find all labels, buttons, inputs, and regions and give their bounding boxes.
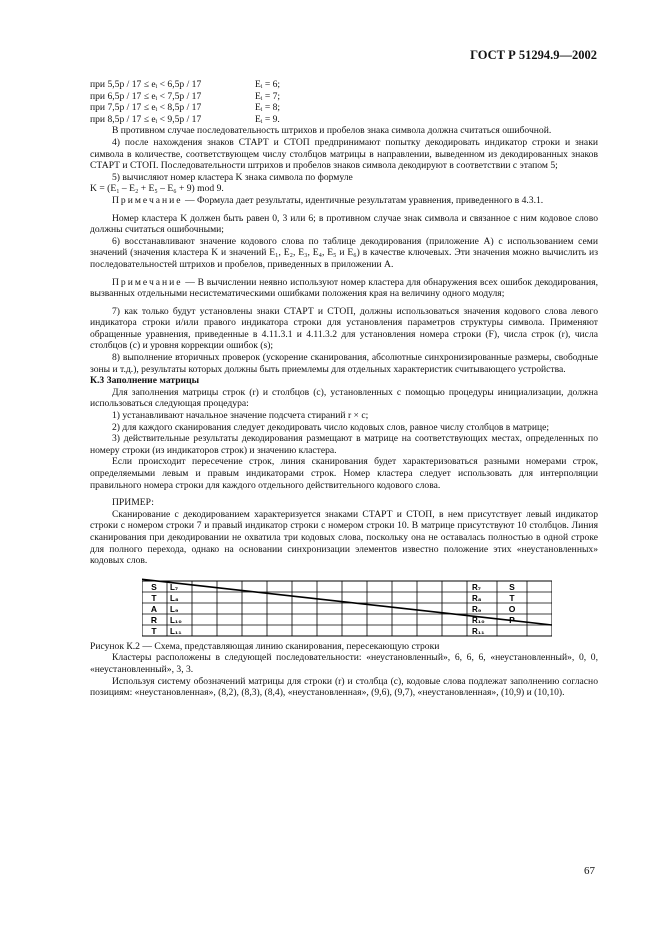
start-letter: A: [150, 603, 158, 614]
paragraph: 2) для каждого сканирования следует декодировать число кодовых слов, равное числу столбцов в матрице;: [112, 421, 550, 433]
formula: K = (E₁ – E₂ + E₅ – E₆ + 9) mod 9.: [90, 183, 224, 195]
right-row-indicator: R₉: [472, 604, 482, 614]
figure-caption: Рисунок К.2 — Схема, представляющая линию сканирования, пересекающую строки: [90, 640, 440, 652]
range-condition: при 6,5p / 17 ≤ eᵢ < 7,5p / 17: [90, 90, 202, 102]
left-row-indicator: L₈: [170, 593, 179, 603]
note-label: Примечание: [112, 276, 183, 288]
start-letter: R: [150, 614, 158, 625]
paragraph: Кластеры расположены в следующей последовательности: «неустановленный», 6, 6, 6, «неустановленный», 0, 0, «неустановленный», 3, 3.: [90, 652, 598, 675]
range-row: [90, 102, 598, 114]
right-row-indicator: R₇: [472, 582, 481, 592]
paragraph: Для заполнения матрицы строк (r) и столбцов (c), установленных с помощью процедуры инициализации, должна использоваться следующая процедура:: [90, 386, 598, 410]
scan-matrix-diagram: [142, 575, 552, 641]
start-letter: T: [151, 625, 157, 636]
range-value: Eᵢ = 8;: [255, 102, 281, 114]
range-value: Eᵢ = 7;: [255, 90, 281, 102]
paragraph: 6) восстанавливают значение кодового слова по таблице декодирования (приложение А) с использованием семи значений (значения кластера K и значений E₁, E₂, E₃, E₄, E₅ и E₆) в качестве ключевых. Эти значения можно вычислить из последовательностей штрихов и пробелов, приведенных в приложении А.: [90, 235, 598, 270]
scan-line: [142, 576, 552, 625]
paragraph: Номер кластера K должен быть равен 0, 3 или 6; в противном случае знак символа и связанное с ним кодовое слово должны считаться ошибочными;: [90, 212, 598, 236]
example-label: ПРИМЕР:: [112, 497, 154, 509]
range-row: [90, 114, 598, 126]
start-letter: S: [151, 581, 157, 592]
right-row-indicator: R₁₁: [472, 626, 485, 636]
section-heading: К.3 Заполнение матрицы: [90, 375, 200, 387]
note: [90, 277, 598, 300]
paragraph: 3) действительные результаты декодирования размещают в матрице на соответствующих местах, определенных по номеру строки (из индикаторов строк) и значению кластера.: [90, 433, 598, 456]
range-condition: при 5,5p / 17 ≤ eᵢ < 6,5p / 17: [90, 79, 202, 90]
note-text: — Формула дает результаты, идентичные результатам уравнения, приведенного в 4.3.1.: [182, 194, 544, 206]
start-letter: T: [151, 592, 157, 603]
note: [90, 195, 598, 207]
page-content: [90, 79, 598, 699]
paragraph: 5) вычисляют номер кластера K знака символа по формуле: [112, 171, 353, 183]
stop-letter: O: [508, 603, 516, 614]
range-condition: при 8,5p / 17 ≤ eᵢ < 9,5p / 17: [90, 113, 202, 125]
range-value: Eᵢ = 6;: [255, 79, 281, 90]
right-row-indicator: R₁₀: [472, 615, 485, 625]
note-label: Примечание: [112, 194, 183, 206]
stop-letter: T: [509, 592, 515, 603]
paragraph: В противном случае последовательность штрихов и пробелов знака символа должна считаться ошибочной.: [112, 125, 552, 137]
range-row: [90, 79, 598, 91]
paragraph: Сканирование с декодированием характеризуется знаками СТАРТ и СТОП, в нем присутствует левый индикатор строки с номером строки 7 и правый индикатор строки с номером строки 10. В матрице присутствуют 10 столбцов. Линия сканирования при декодировании не охватила три кодовых слова, поскольку она не оставалась полностью в одной строке для полного перехода, однако на основании синхронизации элементов известно положение этих «неустановленных» кодовых слов.: [90, 508, 598, 567]
paragraph: Если происходит пересечение строк, линия сканирования будет характеризоваться разными номерами строк, определяемыми левым и правым индикаторами строк. Номер кластера следует использовать для интерполяции правильного номера строки для каждого отдельного действительного кодового слова.: [90, 456, 598, 491]
paragraph: 4) после нахождения знаков СТАРТ и СТОП предпринимают попытку декодировать индикатор строки и знаки символа в количестве, соответствующем числу столбцов матрицы в направлении, выведенном из декодированных знаков СТАРТ и СТОП. Последовательности штрихов и пробелов знаков символа декодируют в соответствии с этапом 5;: [90, 136, 598, 172]
matrix-frame: [142, 581, 552, 636]
left-row-indicator: L₇: [170, 582, 179, 592]
range-value: Eᵢ = 9.: [255, 113, 280, 125]
paragraph: 1) устанавливают начальное значение подсчета стираний r × c;: [112, 410, 369, 422]
paragraph: 7) как только будут установлены знаки СТАРТ и СТОП, должны использоваться значения кодового слова левого индикатора строки и/или правого индикатора строки для установления параметров структуры символа. Применяют обращенные уравнения, приведенные в 4.11.3.1 и 4.11.3.2 для установления номера строки (F), числа строк (r), числа столбцов (c) и уровня коррекции ошибок (s);: [90, 305, 598, 352]
note-text: — В вычислении неявно используют номер кластера для обнаружения всех ошибок декодирования, вызванных отдельными несистематическими ошибками положения края на величину одного модуля;: [90, 276, 598, 300]
scan-line-figure: [90, 575, 598, 641]
document-header: ГОСТ Р 51294.9—2002: [470, 48, 597, 62]
stop-letter: S: [509, 581, 515, 592]
paragraph: Используя систему обозначений матрицы для строки (r) и столбца (c), кодовые слова подлежат заполнению согласно позициям: «неустановленная», (8,2), (8,3), (8,4), «неустановленная», (9,6), (9,7), «неустановленная», (10,9) и (10,10).: [90, 675, 598, 699]
range-condition: при 7,5p / 17 ≤ eᵢ < 8,5p / 17: [90, 102, 202, 114]
page-number: 67: [584, 865, 595, 877]
paragraph: 8) выполнение вторичных проверок (ускорение сканирования, абсолютные синхронизированные размеры, свободные зоны и т.д.), результаты которых должны быть приемлемы для отдельных характеристик считывающего устройства.: [90, 352, 598, 375]
left-row-indicator: L₁₁: [170, 626, 182, 636]
right-row-indicator: R₈: [472, 593, 482, 603]
left-row-indicator: L₉: [170, 604, 179, 614]
left-row-indicator: L₁₀: [170, 615, 182, 625]
range-row: [90, 91, 598, 103]
